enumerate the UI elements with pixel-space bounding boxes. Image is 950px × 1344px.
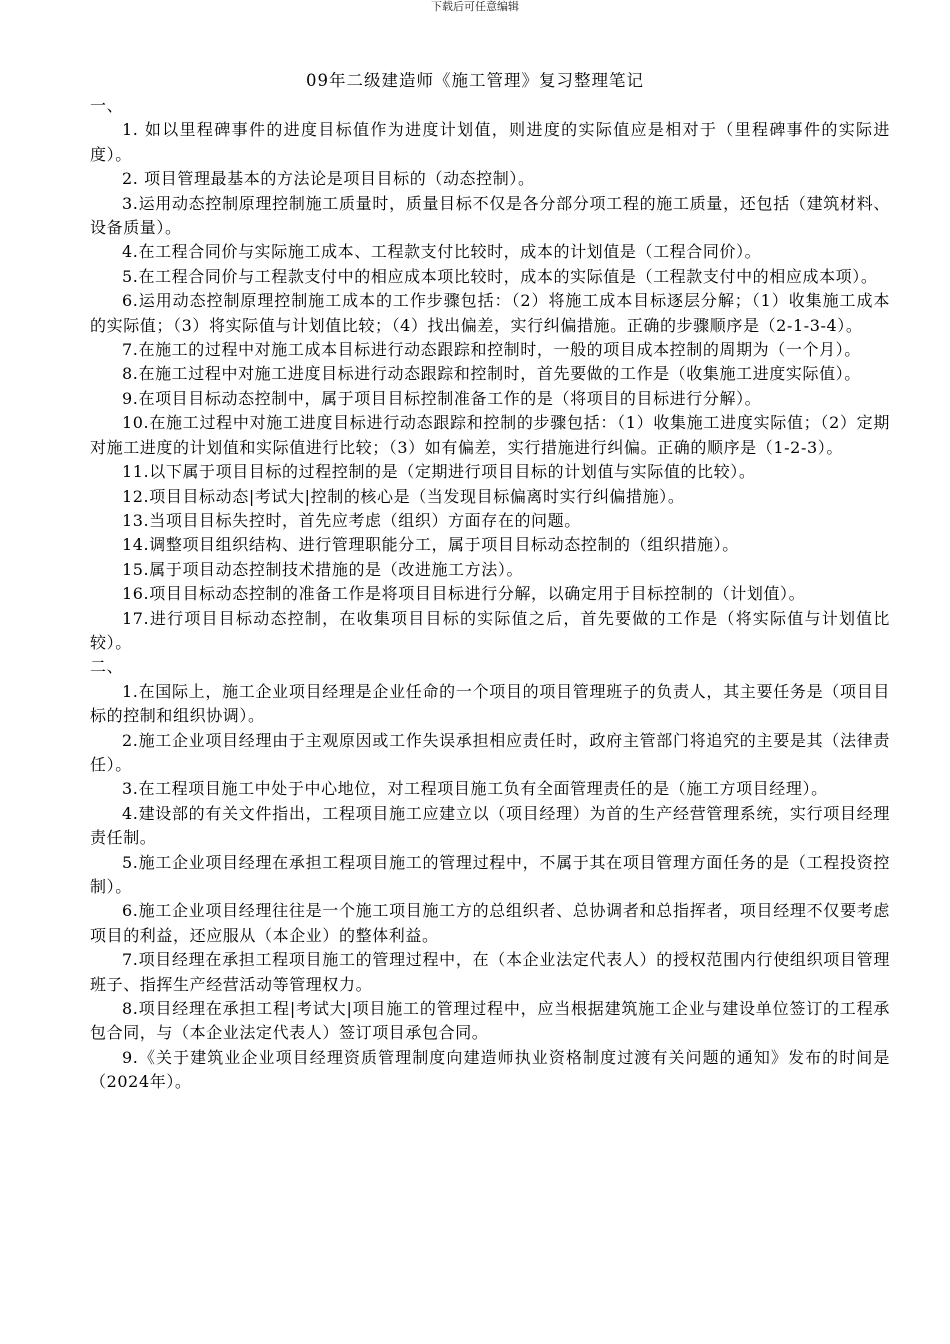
list-item: 2.施工企业项目经理由于主观原因或工作失误承担相应责任时，政府主管部门将追究的主要是其（法律责任）。 [90,730,890,774]
list-item: 9.《关于建筑业企业项目经理资质管理制度向建造师执业资格制度过渡有关问题的通知》发布的时间是（2024年）。 [90,1047,890,1092]
list-item: 8.项目经理在承担工程|考试大|项目施工的管理过程中，应当根据建筑施工企业与建设单位签订的工程承包合同，与（本企业法定代表人）签订项目承包合同。 [90,999,890,1043]
document-title: 09年二级建造师《施工管理》复习整理笔记 [306,71,644,90]
list-item: 3.运用动态控制原理控制施工质量时，质量目标不仅是各分部分项工程的施工质量，还包括（建筑材料、设备质量）。 [90,193,890,238]
list-item: 11.以下属于项目目标的过程控制的是（定期进行项目目标的计划值与实际值的比较）。 [122,462,756,482]
list-item: 8.在施工过程中对施工进度目标进行动态跟踪和控制时，首先要做的工作是（收集施工进度实际值）。 [122,364,861,384]
list-item: 16.项目目标动态控制的准备工作是将项目目标进行分解，以确定用于目标控制的（计划值）。 [122,584,806,604]
list-item: 13.当项目目标失控时，首先应考虑（组织）方面存在的问题。 [122,510,581,530]
section-2 [90,655,890,1094]
document-body [90,94,890,1095]
list-item: 4.建设部的有关文件指出，工程项目施工应建立以（项目经理）为首的生产经营管理系统，实行项目经理责任制。 [90,803,890,848]
section-1 [90,94,890,655]
list-item: 10.在施工过程中对施工进度目标进行动态跟踪和控制的步骤包括：（1）收集施工进度实际值；（2）定期对施工进度的计划值和实际值进行比较；（3）如有偏差，实行措施进行纠偏。正确的顺序是（1-2-3）。 [90,413,890,457]
list-item: 6.施工企业项目经理往往是一个施工项目施工方的总组织者、总协调者和总指挥者，项目经理不仅要考虑项目的利益，还应服从（本企业）的整体利益。 [90,901,890,945]
list-item: 5.在工程合同价与工程款支付中的相应成本项比较时，成本的实际值是（工程款支付中的相应成本项）。 [122,266,878,286]
list-item: 9.在项目目标动态控制中，属于项目目标控制准备工作的是（将项目的目标进行分解）。 [122,388,762,408]
list-item: 4.在工程合同价与实际施工成本、工程款支付比较时，成本的计划值是（工程合同价）。 [122,242,762,262]
list-item: 1. 如以里程碑事件的进度目标值作为进度计划值，则进度的实际值应是相对于（里程碑事件的实际进度）。 [90,120,890,164]
list-item: 7.项目经理在承担工程项目施工的管理过程中，在（本企业法定代表人）的授权范围内行使组织项目管理班子、指挥生产经营活动等管理权力。 [90,950,890,994]
list-item: 5.施工企业项目经理在承担工程项目施工的管理过程中，不属于其在项目管理方面任务的是（工程投资控制）。 [90,852,890,896]
list-item: 17.进行项目目标动态控制，在收集项目目标的实际值之后，首先要做的工作是（将实际值与计划值比较）。 [90,608,890,652]
list-item: 7.在施工的过程中对施工成本目标进行动态跟踪和控制时，一般的项目成本控制的周期为（一个月）。 [122,340,861,360]
header-note: 下载后可任意编辑 [431,0,519,13]
list-item: 14.调整项目组织结构、进行管理职能分工，属于项目目标动态控制的（组织措施）。 [122,535,739,555]
list-item: 2. 项目管理最基本的方法论是项目目标的（动态控制）。 [122,169,535,189]
section-heading: 二、 [90,657,124,677]
list-item: 6.运用动态控制原理控制施工成本的工作步骤包括：（2）将施工成本目标逐层分解；（1）收集施工成本的实际值；（3）将实际值与计划值比较；（4）找出偏差，实行纠偏措施。正确的步骤顺序是（2-1-3-4）。 [90,291,890,335]
list-item: 3.在工程项目施工中处于中心地位，对工程项目施工负有全面管理责任的是（施工方项目经理）。 [122,779,828,799]
list-item: 15.属于项目动态控制技术措施的是（改进施工方法）。 [122,559,524,579]
section-heading: 一、 [90,96,124,115]
list-item: 12.项目目标动态|考试大|控制的核心是（当发现目标偏离时实行纠偏措施）。 [122,486,685,506]
list-item: 1.在国际上，施工企业项目经理是企业任命的一个项目的项目管理班子的负责人，其主要任务是（项目目标的控制和组织协调）。 [90,681,890,726]
